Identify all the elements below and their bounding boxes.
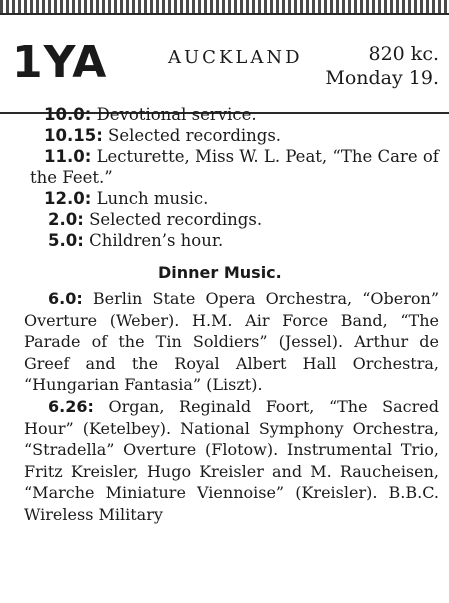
entry-text: Selected recordings. bbox=[108, 126, 282, 145]
section-heading: Dinner Music. bbox=[158, 263, 282, 282]
entry-text: Children’s hour. bbox=[89, 231, 224, 250]
entry-time: 6.0: bbox=[48, 289, 83, 308]
station-header bbox=[0, 15, 449, 111]
entry-text: Organ, Reginald Foort, “The Sacred Hour” (Ketelbey). National Symphony Orchestra, “Stradella” Overture (Flotow). Instrumental Trio, Fritz Kreisler, Hugo Kreisler and M. Raucheisen, “Marche Miniature Viennoise” (Kreisler). B.B.C. Wireless Military bbox=[24, 396, 439, 524]
station-frequency: 820 kc. bbox=[368, 43, 439, 65]
entry-time: 2.0: bbox=[48, 210, 84, 229]
top-border-rule bbox=[0, 0, 449, 14]
schedule-entry bbox=[0, 125, 449, 146]
station-city: AUCKLAND bbox=[168, 47, 303, 68]
entry-time: 12.0: bbox=[44, 189, 92, 208]
entry-time: 6.26: bbox=[48, 396, 94, 416]
schedule-entry bbox=[0, 230, 449, 251]
entry-time: 11.0: bbox=[44, 147, 92, 166]
entry-text: Lecturette, Miss W. L. Peat, “The Care of the Feet.” bbox=[30, 147, 439, 187]
schedule-entry bbox=[0, 188, 449, 209]
schedule-entry bbox=[0, 209, 449, 230]
entry-time: 10.15: bbox=[44, 126, 103, 145]
dinner-music-item bbox=[24, 396, 439, 526]
station-id: 1YA bbox=[12, 37, 108, 88]
program-schedule bbox=[0, 104, 449, 526]
schedule-entry bbox=[0, 146, 439, 188]
entry-text: Berlin State Opera Orchestra, “Oberon” Overture (Weber). H.M. Air Force Band, “The Parade of the Tin Soldiers” (Jessel). Arthur de Greef and the Royal Albert Hall Orchestra, “Hungarian Fantasia” (Liszt). bbox=[24, 289, 439, 395]
entry-text: Devotional service. bbox=[96, 105, 257, 124]
dinner-music-item bbox=[24, 288, 439, 396]
entry-text: Selected recordings. bbox=[89, 210, 263, 229]
broadcast-day: Monday 19. bbox=[325, 67, 439, 89]
schedule-entry bbox=[0, 104, 449, 125]
entry-time: 10.0: bbox=[44, 105, 92, 124]
entry-text: Lunch music. bbox=[96, 189, 209, 208]
entry-time: 5.0: bbox=[48, 231, 84, 250]
